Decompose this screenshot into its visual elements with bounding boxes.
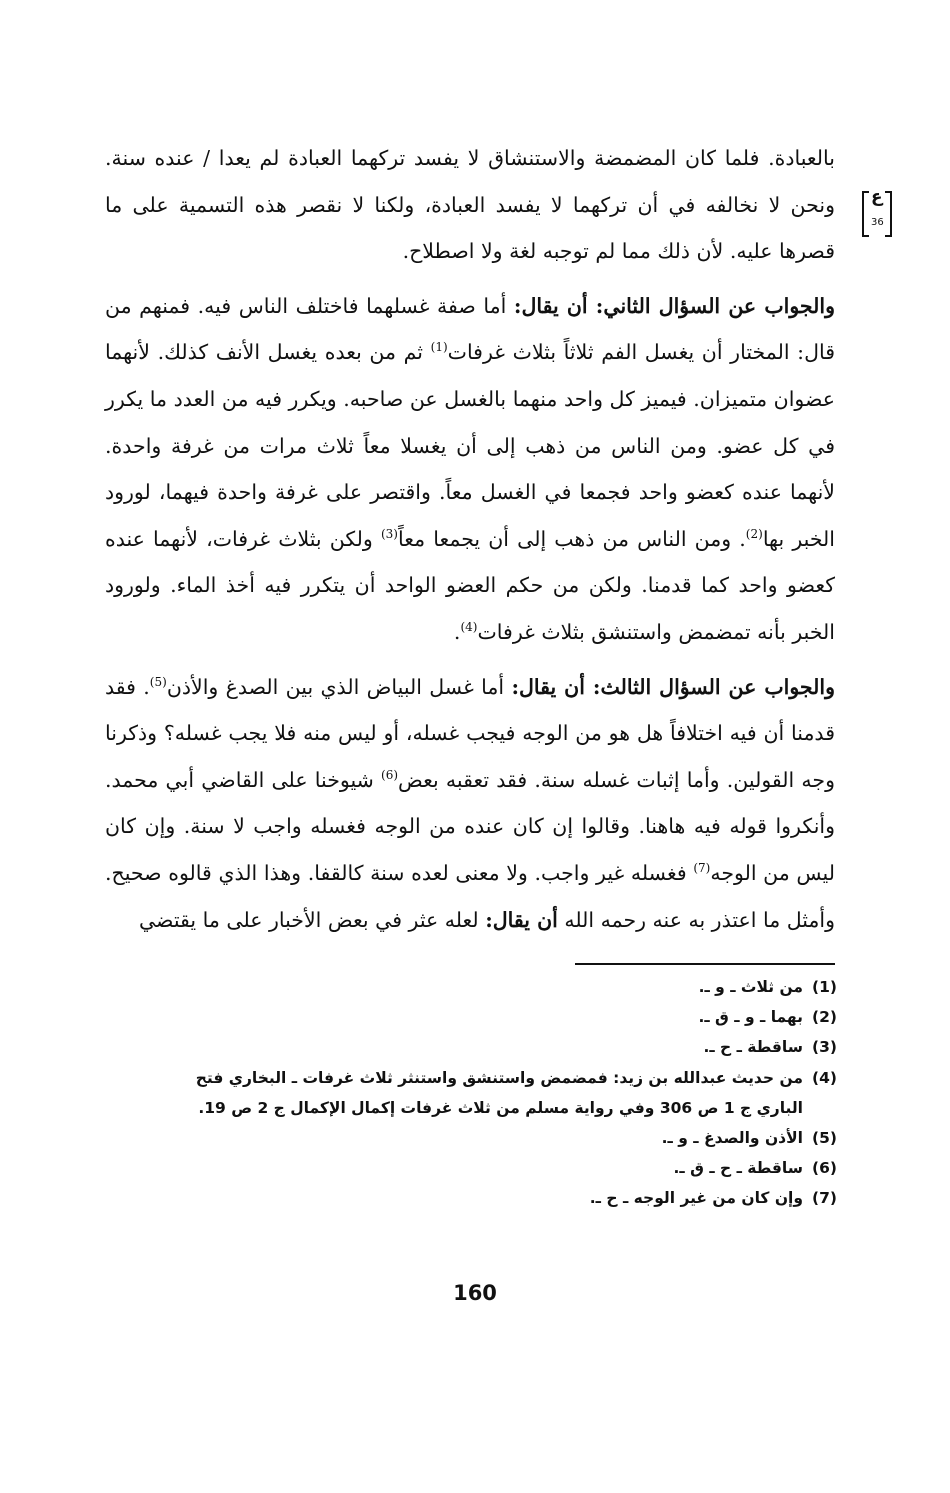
margin-marker xyxy=(862,187,892,247)
footnote-7: (7) وإن كان من غير الوجه ـ ح ـ. xyxy=(589,1189,837,1208)
footnote-2: (2) بهما ـ و ـ ق ـ. xyxy=(698,1008,837,1027)
footnote-ref-1: (1) xyxy=(430,340,448,355)
page-number: 160 xyxy=(453,1281,497,1305)
footnote-4: (4) من حديث عبدالله بن زيد: فمضمض واستنشق واستنثر ثلاث غرفات ـ البخاري فتح الباري ج 1 ص 306 وفي رواية مسلم من ثلاث غرفات إكمال الإكمال ج 2 ص 19. xyxy=(195,1068,837,1117)
bracket-right xyxy=(885,191,892,237)
bracket-left xyxy=(862,191,869,237)
marker-number: 36 xyxy=(871,217,884,228)
footnote-ref-2: (2) xyxy=(745,526,763,541)
answer-heading: والجواب عن السؤال الثالث: أن يقال: xyxy=(511,674,836,699)
footnote-3: (3) ساقطة ـ ح ـ. xyxy=(703,1038,837,1057)
footnote-ref-3: (3) xyxy=(380,526,398,541)
paragraph-3: والجواب عن السؤال الثالث: أن يقال: أما غسل البياض الذي بين الصدغ والأذن$^{(5)}$. فقد قدمنا أن فيه اختلافاً هل هو من الوجه فيجب غسله، أو ليس منه فلا يجب غسله؟ وذكرنا وجه القولين. وأما إثبات غسله سنة. فقد تعقبه بعض$^{(6)}$ شيوخنا على القاضي أبي محمد. وأنكروا قوله فيه هاهنا. وقالوا إن كان عنده من الوجه فغسله واجب لا سنة. وإن كان ليس من الوجه$^{(7)}$ فغسله غير واجب. ولا معنى لعده سنة كالقفا. وهذا الذي قالوه صحيح. وأمثل ما اعتذر به عنه رحمه الله أن يقال: لعله عثر في بعض الأخبار على ما يقتضي xyxy=(105,674,836,932)
footnote-ref-4: (4) xyxy=(460,620,478,635)
footnotes xyxy=(105,972,837,1214)
answer-heading: والجواب عن السؤال الثاني: أن يقال: xyxy=(513,293,836,318)
main-text xyxy=(105,135,884,943)
paragraph-2: والجواب عن السؤال الثاني: أن يقال: أما صفة غسلهما فاختلف الناس فيه. فمنهم من قال: المختار أن يغسل الفم ثلاثاً بثلاث غرفات$^{(1)}$ ثم من بعده يغسل الأنف كذلك. لأنهما عضوان متميزان. فيميز كل واحد منهما بالغسل عن صاحبه. ويكرر فيه من العدد ما يكرر في كل عضو. ومن الناس من ذهب إلى أن يغسلا معاً ثلاث مرات من غرفة واحدة. لأنهما عنده كعضو واحد فجمعا في الغسل معاً. واقتصر على غرفة واحدة فيهما، لورود الخبر بها$^{(2)}$. ومن الناس من ذهب إلى أن يجمعا معاً$^{(3)}$ ولكن بثلاث غرفات، لأنهما عنده كعضو واحد كما قدمنا. ولكن من حكم العضو الواحد أن يتكرر فيه أخذ الماء. ولورود الخبر بأنه تمضمض واستنشق بثلاث غرفات$^{(4)}$. xyxy=(105,293,836,644)
footnote-5: (5) الأذن والصدغ ـ و ـ. xyxy=(661,1129,837,1148)
footnote-ref-7: (7) xyxy=(693,861,711,876)
marker-letter: ع xyxy=(871,187,883,207)
footnote-1: (1) من ثلاث ـ و ـ. xyxy=(698,978,837,996)
footnote-ref-6: (6) xyxy=(381,767,399,782)
footnote-6: (6) ساقطة ـ ح ـ ق ـ. xyxy=(673,1159,837,1178)
footnote-ref-5: (5) xyxy=(149,674,167,689)
paragraph-1: بالعبادة. فلما كان المضمضة والاستنشاق لا يفسد تركهما العبادة لم يعدا / عنده سنة. ونحن لا نخالفه في أن تركهما لا يفسد العبادة، ولكنا لا نقصر هذه التسمية على ما قصرها عليه. لأن ذلك مما لم توجبه لغة ولا اصطلاح. xyxy=(105,146,835,264)
footnote-divider xyxy=(575,963,835,965)
